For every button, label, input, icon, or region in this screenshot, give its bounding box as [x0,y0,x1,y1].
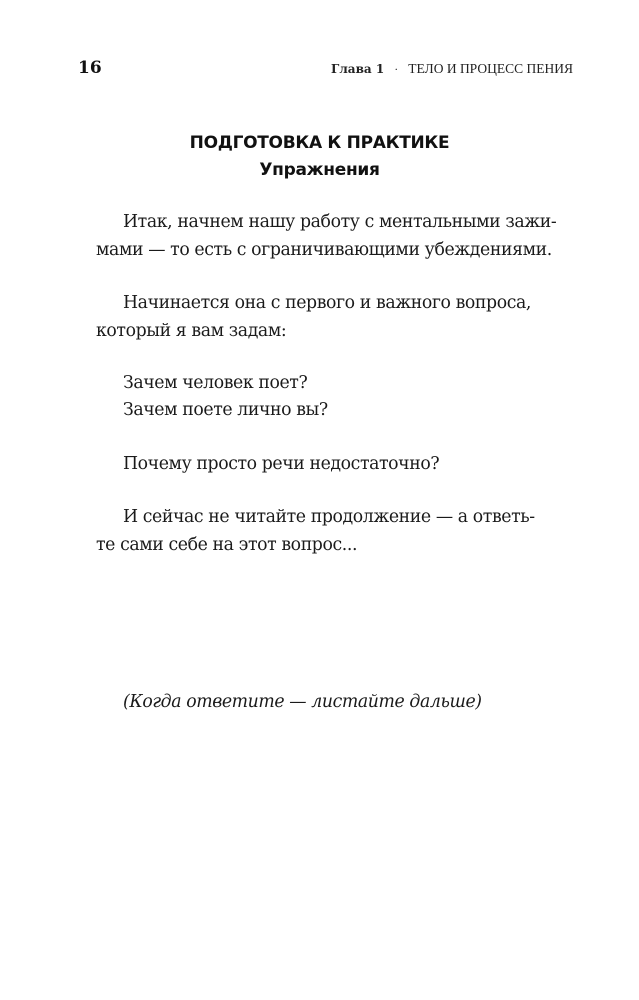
body-line: Почему просто речи недостаточно? [123,454,440,474]
body-line: Итак, начнем нашу работу с ментальными зажи- [123,212,557,232]
footnote-instruction: (Когда ответите — листайте дальше) [123,692,482,712]
body-line: Зачем поете лично вы? [123,400,328,420]
page-number: 16 [78,58,102,78]
chapter-label: Глава 1 [331,62,385,76]
section-subtitle: Упражнения [259,160,380,180]
body-line: мами — то есть с ограничивающими убеждениями. [96,240,552,260]
running-head [331,61,573,77]
body-line: те сами себе на этот вопрос... [96,535,358,555]
body-line: который я вам задам: [96,321,287,341]
section-title: ПОДГОТОВКА К ПРАКТИКЕ [189,133,450,153]
chapter-title: ТЕЛО И ПРОЦЕСС ПЕНИЯ [408,61,573,76]
body-line: Зачем человек поет? [123,373,308,393]
body-line: И сейчас не читайте продолжение — а ответь- [123,507,535,527]
header-separator: · [394,62,399,76]
body-line: Начинается она с первого и важного вопроса, [123,293,531,313]
